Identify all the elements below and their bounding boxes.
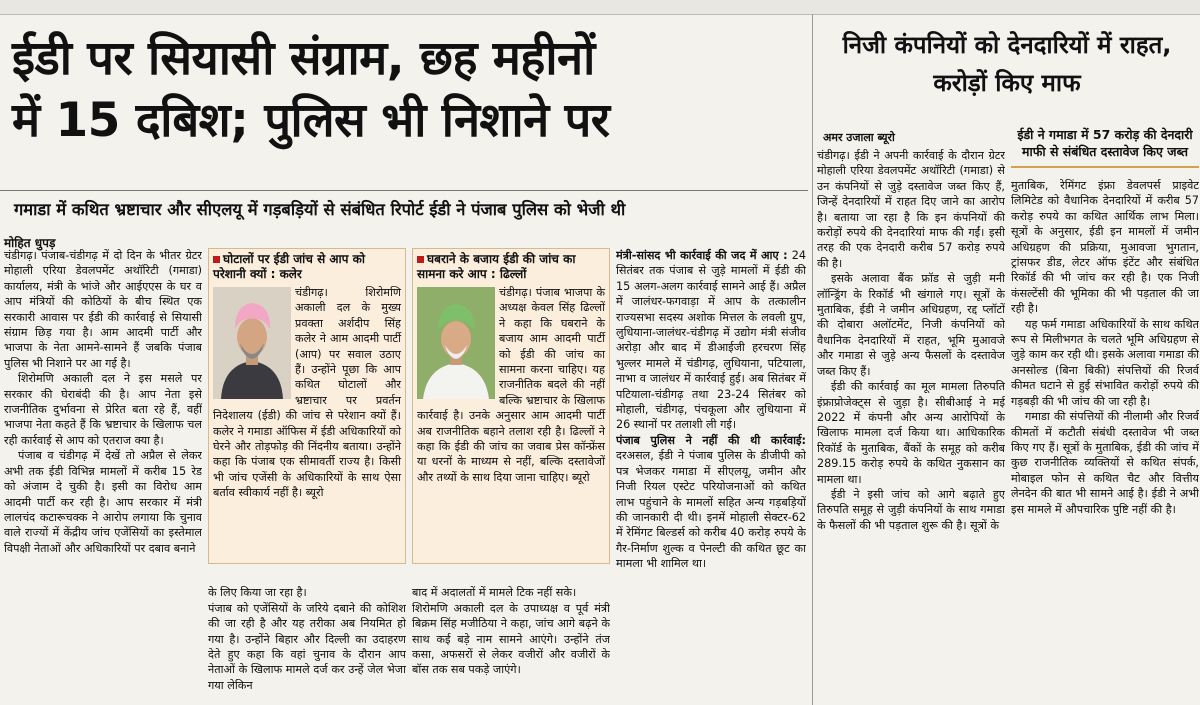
- box-body: [209, 285, 405, 501]
- box-title-text: घोटालों पर ईडी जांच से आप को परेशानी क्यों : कलेर: [213, 252, 365, 281]
- main-col-3-bottom: [412, 570, 610, 703]
- sidebar-box-kaler: [208, 248, 406, 564]
- paragraph: मुताबिक, रेमिंगट इंफ्रा डेवलपर्स प्राइवेट लिमिटेड को वैधानिक देनदारियों में करीब 57 करोड़ रुपये का कथित आर्थिक लाभ मिला। सूत्रों के अनुसार, ईडी इन मामलों में जमीन अधिग्रहण की प्रक्रिया, मुआवजा भुगतान, ट्रांसफर डीड, लेटर ऑफ इंटेंट और संबंधित रिकॉर्ड की भी जांच कर रही है। एक निजी कंसल्टेंसी की भूमिका की भी पड़ताल की जा रही है।: [1011, 179, 1199, 316]
- main-col-2-bottom: [208, 570, 406, 703]
- section-text: दरअसल, ईडी ने पंजाब पुलिस के डीजीपी को पत्र भेजकर गमाडा में सीएलयू, जमीन और निजी रियल एस्टेट परियोजनाओं को कथित लाभ पहुंचाने के मामलों सहित अन्य गड़बड़ियों की जानकारी दी थी। इनमें मोहाली सेक्टर-62 में रेमिंगट बिल्डर्स को करीब 40 करोड़ रुपये के गैर-निर्माण शुल्क व पेनल्टी की कथित छूट का मामला भी शामिल था।: [616, 449, 806, 571]
- paragraph: बाद में अदालतों में मामले टिक नहीं सके। शिरोमणि अकाली दल के उपाध्यक्ष व पूर्व मंत्री बिक्रम सिंह मजीठिया ने कहा, जांच आगे बढ़ने के साथ कई बड़े नाम सामने आएंगे। उन्होंने तंज कसा, अफसरों से लेकर वजीरों और वजीरों के बॉस तक सब पकड़े जाएंगे।: [412, 586, 610, 677]
- paragraph: [616, 248, 806, 433]
- box-title: [209, 249, 405, 285]
- side-col-1: [817, 148, 1005, 703]
- main-byline: मोहित धुपड़: [4, 236, 56, 250]
- paragraph: यह फर्म गमाडा अधिकारियों के साथ कथित रूप से मिलीभगत के चलते भूमि अधिग्रहण से जुड़े काम कर रही थी। इसके अलावा गमाडा की अनसोल्ड (बिना बिकी) संपत्तियों की रिजर्व कीमत घटाने से हुई संभावित करोड़ों रुपये की गड़बड़ी की भी जांच की जा रही है।: [1011, 317, 1199, 408]
- section-text: 24 सितंबर तक पंजाब से जुड़े मामलों में ईडी की 15 अलग-अलग कार्रवाई सामने आई हैं। अप्रैल में जालंधर-फगवाड़ा में आप के तत्कालीन राज्यसभा सदस्य अशोक मित्तल के लवली ग्रुप, लुधियाना-जालंधर-चंडीगढ़ में उद्योग मंत्री संजीव अरोड़ा और बाद में डीआईजी हरचरण सिंह भुल्लर मामले में चंडीगढ़, लुधियाना, पटियाला, नाभा व जालंधर में कार्रवाई हुई। अब सितंबर में पटियाला-चंडीगढ़ तथा 23-24 सितंबर को मोहाली, चंडीगढ़, पंचकूला और लुधियाना में 26 स्थानों पर तलाशी ली गई।: [616, 249, 806, 432]
- main-story: [0, 14, 808, 705]
- side-callout: ईडी ने गमाडा में 57 करोड़ की देनदारी माफी से संबंधित दस्तावेज किए जब्त: [1011, 122, 1199, 168]
- paragraph: चंडीगढ़। पंजाब-चंडीगढ़ में दो दिन के भीतर ग्रेटर मोहाली एरिया डेवलपमेंट अथॉरिटी (गमाडा) कार्यालय, मंत्री के भांजे और आईएएस के घर व आप मंत्रियों की कोठियों के बीच स्थित एक सरकारी आवास पर ईडी की कार्रवाई से सियासी संग्राम छिड़ गया है। आम आदमी पार्टी और भाजपा के नेता आमने-सामने हैं जबकि पंजाब पुलिस भी निशाने पर आ गई है।: [4, 249, 202, 370]
- paragraph: गमाडा की संपत्तियों की नीलामी और रिजर्व कीमतों में कटौती संबंधी दस्तावेज भी जब्त किए गए हैं। सूत्रों के मुताबिक, ईडी की जांच में कुछ राजनीतिक व्यक्तियों से कथित संपर्क, मोबाइल फोन से कथित चैट और वित्तीय लेनदेन की बात भी सामने आई है। ईडी ने अभी इस मामले में औपचारिक पुष्टि नहीं की है।: [1011, 410, 1199, 516]
- side-story: [812, 14, 1200, 705]
- paragraph: ईडी ने इसी जांच को आगे बढ़ाते हुए तिरुपति समूह से जुड़ी कंपनियों के साथ गमाडा के फैसलों की भी पड़ताल शुरू की है। सूत्रों के: [817, 487, 1005, 532]
- bullet-square-icon: [213, 256, 220, 263]
- section-title: पंजाब पुलिस ने नहीं की थी कार्रवाई:: [616, 433, 806, 447]
- paragraph: के लिए किया जा रहा है। पंजाब को एजेंसियों के जरिये दबाने की कोशिश की जा रही है और यह तरीका अब नियमित हो गया है। उन्होंने बिहार और दिल्ली का उदाहरण देते हुए कहा कि वहां चुनाव के दौरान आप नेताओं के खिलाफ मामले दर्ज कर उन्हें जेल भेजा गया लेकिन: [208, 586, 406, 692]
- side-byline: अमर उजाला ब्यूरो: [823, 131, 895, 144]
- side-headline: निजी कंपनियों को देनदारियों में राहत, करोड़ों किए माफ: [842, 31, 1172, 97]
- top-cut-strip: [0, 0, 1200, 15]
- box-title-text: घबराने के बजाय ईडी की जांच का सामना करे आप : ढिल्लों: [417, 252, 576, 281]
- paragraph: चंडीगढ़। ईडी ने अपनी कार्रवाई के दौरान ग्रेटर मोहाली एरिया डेवलपमेंट अथॉरिटी (गमाडा) से उन कंपनियों से जुड़े दस्तावेज जब्त किए हैं, जिन्हें देनदारियों में राहत दिए जाने का आरोप है। बताया जा रहा है कि इन कंपनियों की करोड़ों रुपये की देनदारियां माफ की गईं। इसी तरह की एक देनदारी करीब 57 करोड़ रुपये की है।: [817, 149, 1005, 270]
- dhillon-photo: [417, 287, 495, 399]
- headline-line-1: ईडी पर सियासी संग्राम, छह महीनों: [12, 31, 595, 86]
- sidebar-box-dhillon: [412, 248, 610, 564]
- box-text: चंडीगढ़। पंजाब भाजपा के अध्यक्ष केवल सिंह ढिल्लों ने कहा कि घबराने के बजाय आम आदमी पार्टी को ईडी की जांच का सामना करना चाहिए। यह राजनीतिक बदले की नहीं बल्कि भ्रष्टाचार के खिलाफ कार्रवाई है। उनके अनुसार आम आदमी पार्टी अब राजनीतिक बहाने तलाश रही है। ढिल्लों ने कहा कि ईडी की जांच का जवाब प्रेस कॉन्फ्रेंस या धरनों के माध्यम से नहीं, बल्कि दस्तावेजों और तथ्यों के साथ दिया जाना चाहिए। ब्यूरो: [417, 286, 605, 484]
- paragraph: [616, 433, 806, 572]
- paragraph: शिरोमणि अकाली दल ने इस मसले पर सरकार की घेराबंदी की है। आप नेता इसे राजनीतिक दुर्भावना से प्रेरित बता रहे हैं, वहीं भाजपा नेता कहते हैं कि भ्रष्टाचार के खिलाफ चल रही कार्रवाई से आप को एतराज क्या है।: [4, 372, 202, 447]
- main-col-1: [4, 248, 202, 703]
- paragraph: ईडी की कार्रवाई का मूल मामला तिरुपति इंफ्राप्रोजेक्ट्स से जुड़ा है। सीबीआई ने मई 2022 में कंपनी और अन्य आरोपियों के खिलाफ मामला दर्ज किया था। आधिकारिक रिकॉर्ड के मुताबिक, बैंकों के समूह को करीब 289.15 करोड़ रुपये के कथित नुकसान का मामला था।: [817, 380, 1005, 486]
- paragraph: इसके अलावा बैंक फ्रॉड से जुड़ी मनी लॉन्ड्रिंग के रिकॉर्ड भी खंगाले गए। सूत्रों के मुताबिक, ईडी ने जमीन अधिग्रहण, रद्द प्लॉटों की दोबारा अलॉटमेंट, निजी कंपनियों को वैधानिक देनदारियों में राहत, भूमि मुआवजे और गमाडा से जुड़े अन्य फैसलों के दस्तावेज जब्त किए हैं।: [817, 272, 1005, 378]
- box-title: [413, 249, 609, 285]
- side-col-2: [1011, 122, 1199, 703]
- box-body: [413, 285, 609, 485]
- kaler-photo: [213, 287, 291, 399]
- bullet-square-icon: [417, 256, 424, 263]
- side-col-2-text: [1011, 178, 1199, 517]
- paragraph: पंजाब व चंडीगढ़ में देखें तो अप्रैल से लेकर अभी तक ईडी विभिन्न मामलों में करीब 15 रेड को अंजाम दे चुकी है। इसी का विरोध आम आदमी पार्टी कर रही है। आप सरकार में मंत्री लालचंद कटारूचक्क ने आरोप लगाया कि चुनाव वाले राज्यों में केंद्रीय जांच एजेंसियों का इस्तेमाल विपक्षी नेताओं और अधिकारियों पर दबाव बनाने: [4, 449, 202, 555]
- headline-line-2: में 15 दबिश; पुलिस भी निशाने पर: [12, 93, 610, 148]
- main-headline: [0, 14, 808, 184]
- main-subheadline: गमाडा में कथित भ्रष्टाचार और सीएलयू में गड़बड़ियों से संबंधित रिपोर्ट ईडी ने पंजाब पुलिस को भेजी थी: [0, 190, 808, 222]
- section-title: मंत्री-सांसद भी कार्रवाई की जद में आए :: [616, 249, 788, 262]
- main-col-4: [616, 248, 806, 703]
- box-text: चंडीगढ़। शिरोमणि अकाली दल के मुख्य प्रवक्ता अर्शदीप सिंह कलेर ने आम आदमी पार्टी (आप) पर सवाल उठाए हैं। उन्होंने पूछा कि आप कथित घोटालों और भ्रष्टाचार पर प्रवर्तन निदेशालय (ईडी) की जांच से परेशान क्यों हैं। कलेर ने गमाडा ऑफिस में ईडी अधिकारियों को घेरने और तोड़फोड़ की निंदनीय बताया। उन्होंने कहा कि पंजाब एक सीमावर्ती राज्य है। किसी भी जांच एजेंसी के अधिकारियों के साथ ऐसा बर्ताव स्वीकार्य नहीं है। ब्यूरो: [213, 286, 401, 500]
